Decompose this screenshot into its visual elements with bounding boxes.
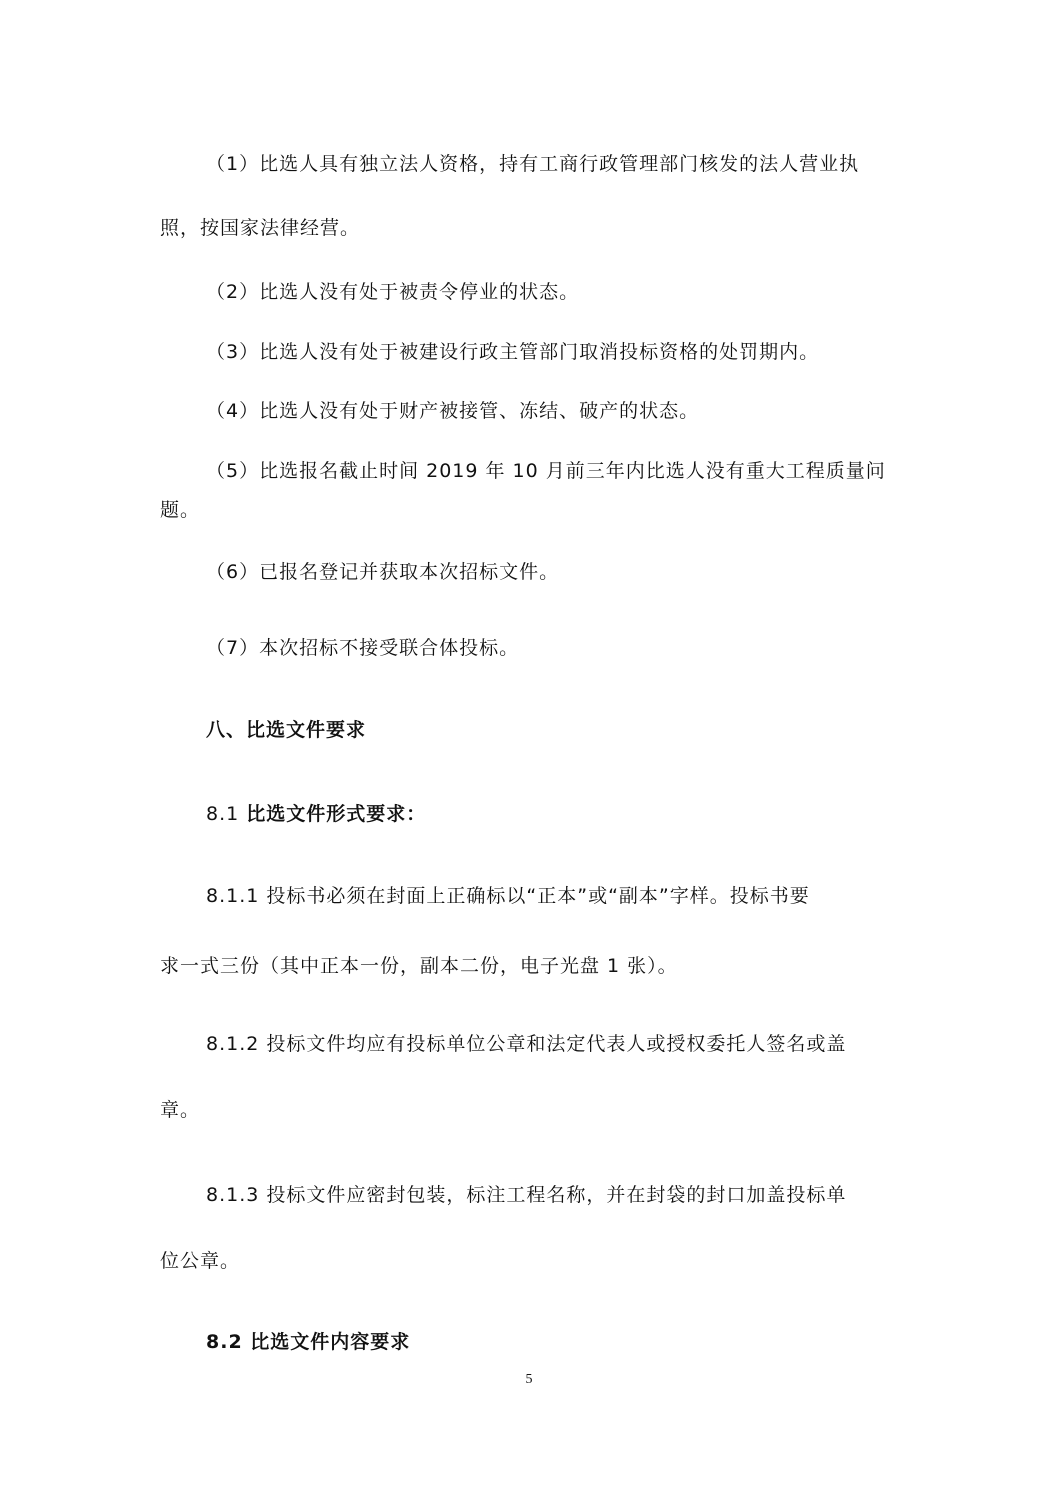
paragraph-line: 章。 xyxy=(160,1099,201,1121)
paragraph-line: （6）已报名登记并获取本次招标文件。 xyxy=(206,561,560,583)
paragraph-line: （2）比选人没有处于被责令停业的状态。 xyxy=(206,281,580,303)
paragraph-line: （1）比选人具有独立法人资格，持有工商行政管理部门核发的法人营业执 xyxy=(206,153,860,175)
page-number: 5 xyxy=(525,1372,533,1387)
paragraph-line: （4）比选人没有处于财产被接管、冻结、破产的状态。 xyxy=(206,400,700,422)
paragraph-line: 照，按国家法律经营。 xyxy=(160,217,361,239)
paragraph-line: 求一式三份（其中正本一份，副本二份，电子光盘 1 张）。 xyxy=(160,955,678,977)
subsection-number xyxy=(206,802,426,826)
paragraph-line: （5）比选报名截止时间 2019 年 10 月前三年内比选人没有重大工程质量问 xyxy=(206,460,886,482)
paragraph-line: 位公章。 xyxy=(160,1250,241,1272)
subsection-number-text: 8.1 xyxy=(206,803,247,825)
paragraph-line: 题。 xyxy=(160,499,201,521)
paragraph-line: 8.1.3 投标文件应密封包装，标注工程名称，并在封袋的封口加盖投标单 xyxy=(206,1184,847,1206)
paragraph-line: （3）比选人没有处于被建设行政主管部门取消投标资格的处罚期内。 xyxy=(206,341,820,363)
subsection-heading: 8.2 比选文件内容要求 xyxy=(206,1331,411,1353)
subsection-heading: 比选文件形式要求： xyxy=(246,803,427,825)
section-heading: 八、比选文件要求 xyxy=(206,719,367,741)
paragraph-line: 8.1.1 投标书必须在封面上正确标以“正本”或“副本”字样。投标书要 xyxy=(206,885,810,907)
paragraph-line: 8.1.2 投标文件均应有投标单位公章和法定代表人或授权委托人签名或盖 xyxy=(206,1033,847,1055)
paragraph-line: （7）本次招标不接受联合体投标。 xyxy=(206,637,520,659)
